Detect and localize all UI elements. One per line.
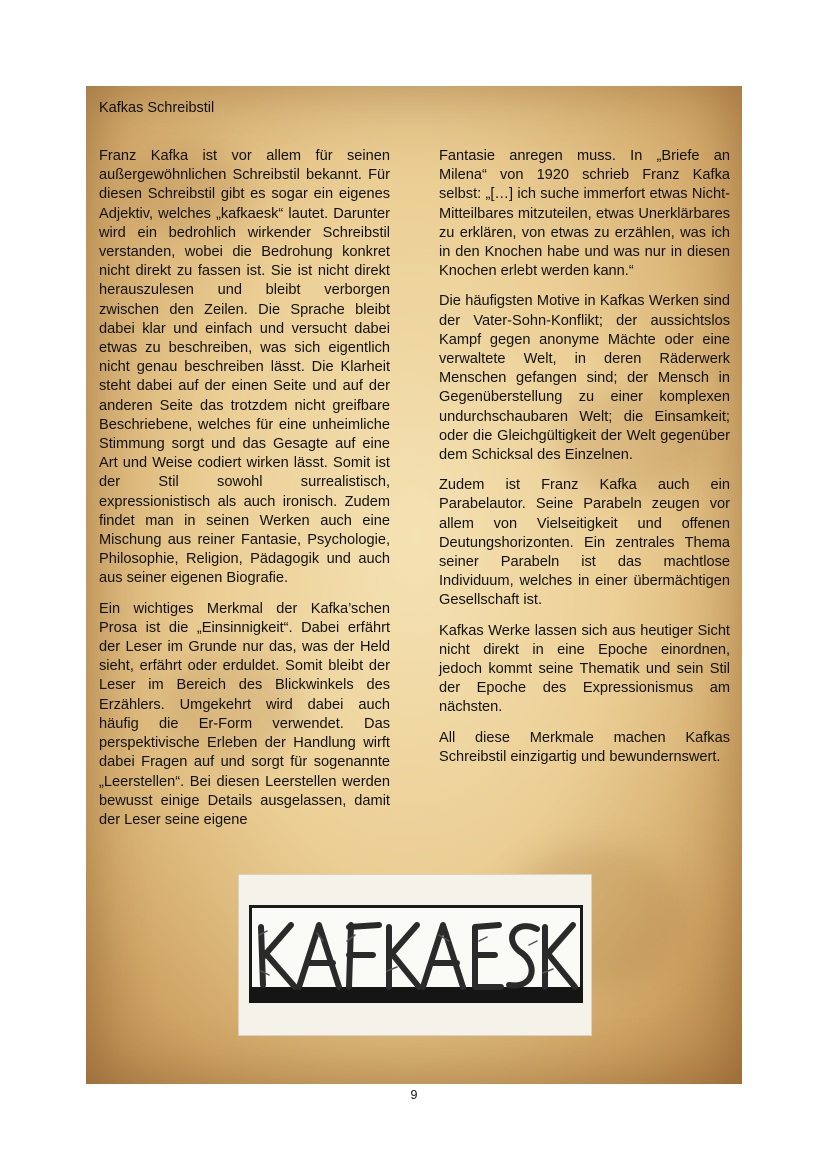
paragraph: All diese Merkmale machen Kafkas Schreibstil einzigartig und bewundernswert.	[439, 729, 730, 765]
paragraph: Ein wichtiges Merkmal der Kafka’schen Prosa ist die „Einsinnigkeit“. Dabei erfährt der Leser im Grunde nur das, was der Held sieht, erfährt oder erduldet. Somit bleibt der Leser im Bereich des Blickwinkels des Erzählers. Umgekehrt wird dabei auch häufig die Er-Form verwendet. Das perspektivische Erleben der Handlung wirft dabei Fragen auf und sorgt für sogenannte „Leerstellen“. Bei diesen Leerstellen werden bewusst einige Details ausgelassen, damit der Leser seine eigene	[99, 600, 390, 828]
paragraph: Kafkas Werke lassen sich aus heutiger Sicht nicht direkt in eine Epoche einordnen, jedoch kommt seine Thematik und sein Stil der Epoche des Expressionismus am nächsten.	[439, 622, 730, 716]
paragraph: Fantasie anregen muss. In „Briefe an Milena“ von 1920 schrieb Franz Kafka selbst: „[…] ich suche immerfort etwas Nicht-Mitteilbares mitzuteilen, etwas Unerklärbares zu erklären, von etwas zu erzählen, was ich in den Knochen habe und was nur in diesen Knochen erlebt werden kann.“	[439, 148, 730, 280]
kafkaesk-logo-image	[238, 874, 592, 1036]
paragraph: Franz Kafka ist vor allem für seinen außergewöhnlichen Schreibstil bekannt. Für diesen Schreibstil gibt es sogar ein eigenes Adjektiv, welches „kafkaesk“ lautet. Darunter wird ein bedrohlich wirkender Schreibstil verstanden, wobei die Bedrohung konkret nicht direkt zu fassen ist. Sie ist nicht direkt herauszulesen und bleibt verborgen zwischen den Zeilen. Die Sprache bleibt dabei klar und einfach und versucht dabei etwas zu beschreiben, was sich eigentlich nicht genau beschreiben lässt. Die Klarheit steht dabei auf der einen Seite und auf der anderen Seite das trotzdem nicht greifbare Beschriebene, welches für eine unheimliche Stimmung sorgt und das Gesagte auf eine Art und Weise codiert wirken lässt. Somit ist der Stil sowohl surrealistisch, expressionistisch als auch ironisch. Zudem findet man in seinen Werken auch eine Mischung aus reiner Fantasie, Psychologie, Philosophie, Religion, Pädagogik und auch aus seiner eigenen Biografie.	[99, 148, 390, 587]
paragraph: Die häufigsten Motive in Kafkas Werken sind der Vater-Sohn-Konflikt; der aussichtslos Kampf gegen anonyme Mächte oder eine verwaltete Welt, in deren Räderwerk Menschen gefangen sind; der Mensch in Gegenüberstellung zu einer komplexen undurchschaubaren Welt; die Einsamkeit; oder die Gleichgültigkeit der Welt gegenüber dem Schicksal des Einzelnen.	[439, 293, 730, 464]
text-column-right	[439, 147, 730, 778]
text-column-left	[99, 147, 390, 841]
page-number: 9	[410, 1088, 418, 1102]
paragraph: Zudem ist Franz Kafka auch ein Parabelautor. Seine Parabeln zeugen vor allem von Vielseitigkeit und offenen Deutungshorizonten. Ein zentrales Thema seiner Parabeln ist das machtlose Individuum, welches in einer übermächtigen Gesellschaft ist.	[439, 477, 730, 609]
kafkaesk-lettering-icon	[239, 875, 591, 1035]
section-title: Kafkas Schreibstil	[99, 100, 215, 116]
